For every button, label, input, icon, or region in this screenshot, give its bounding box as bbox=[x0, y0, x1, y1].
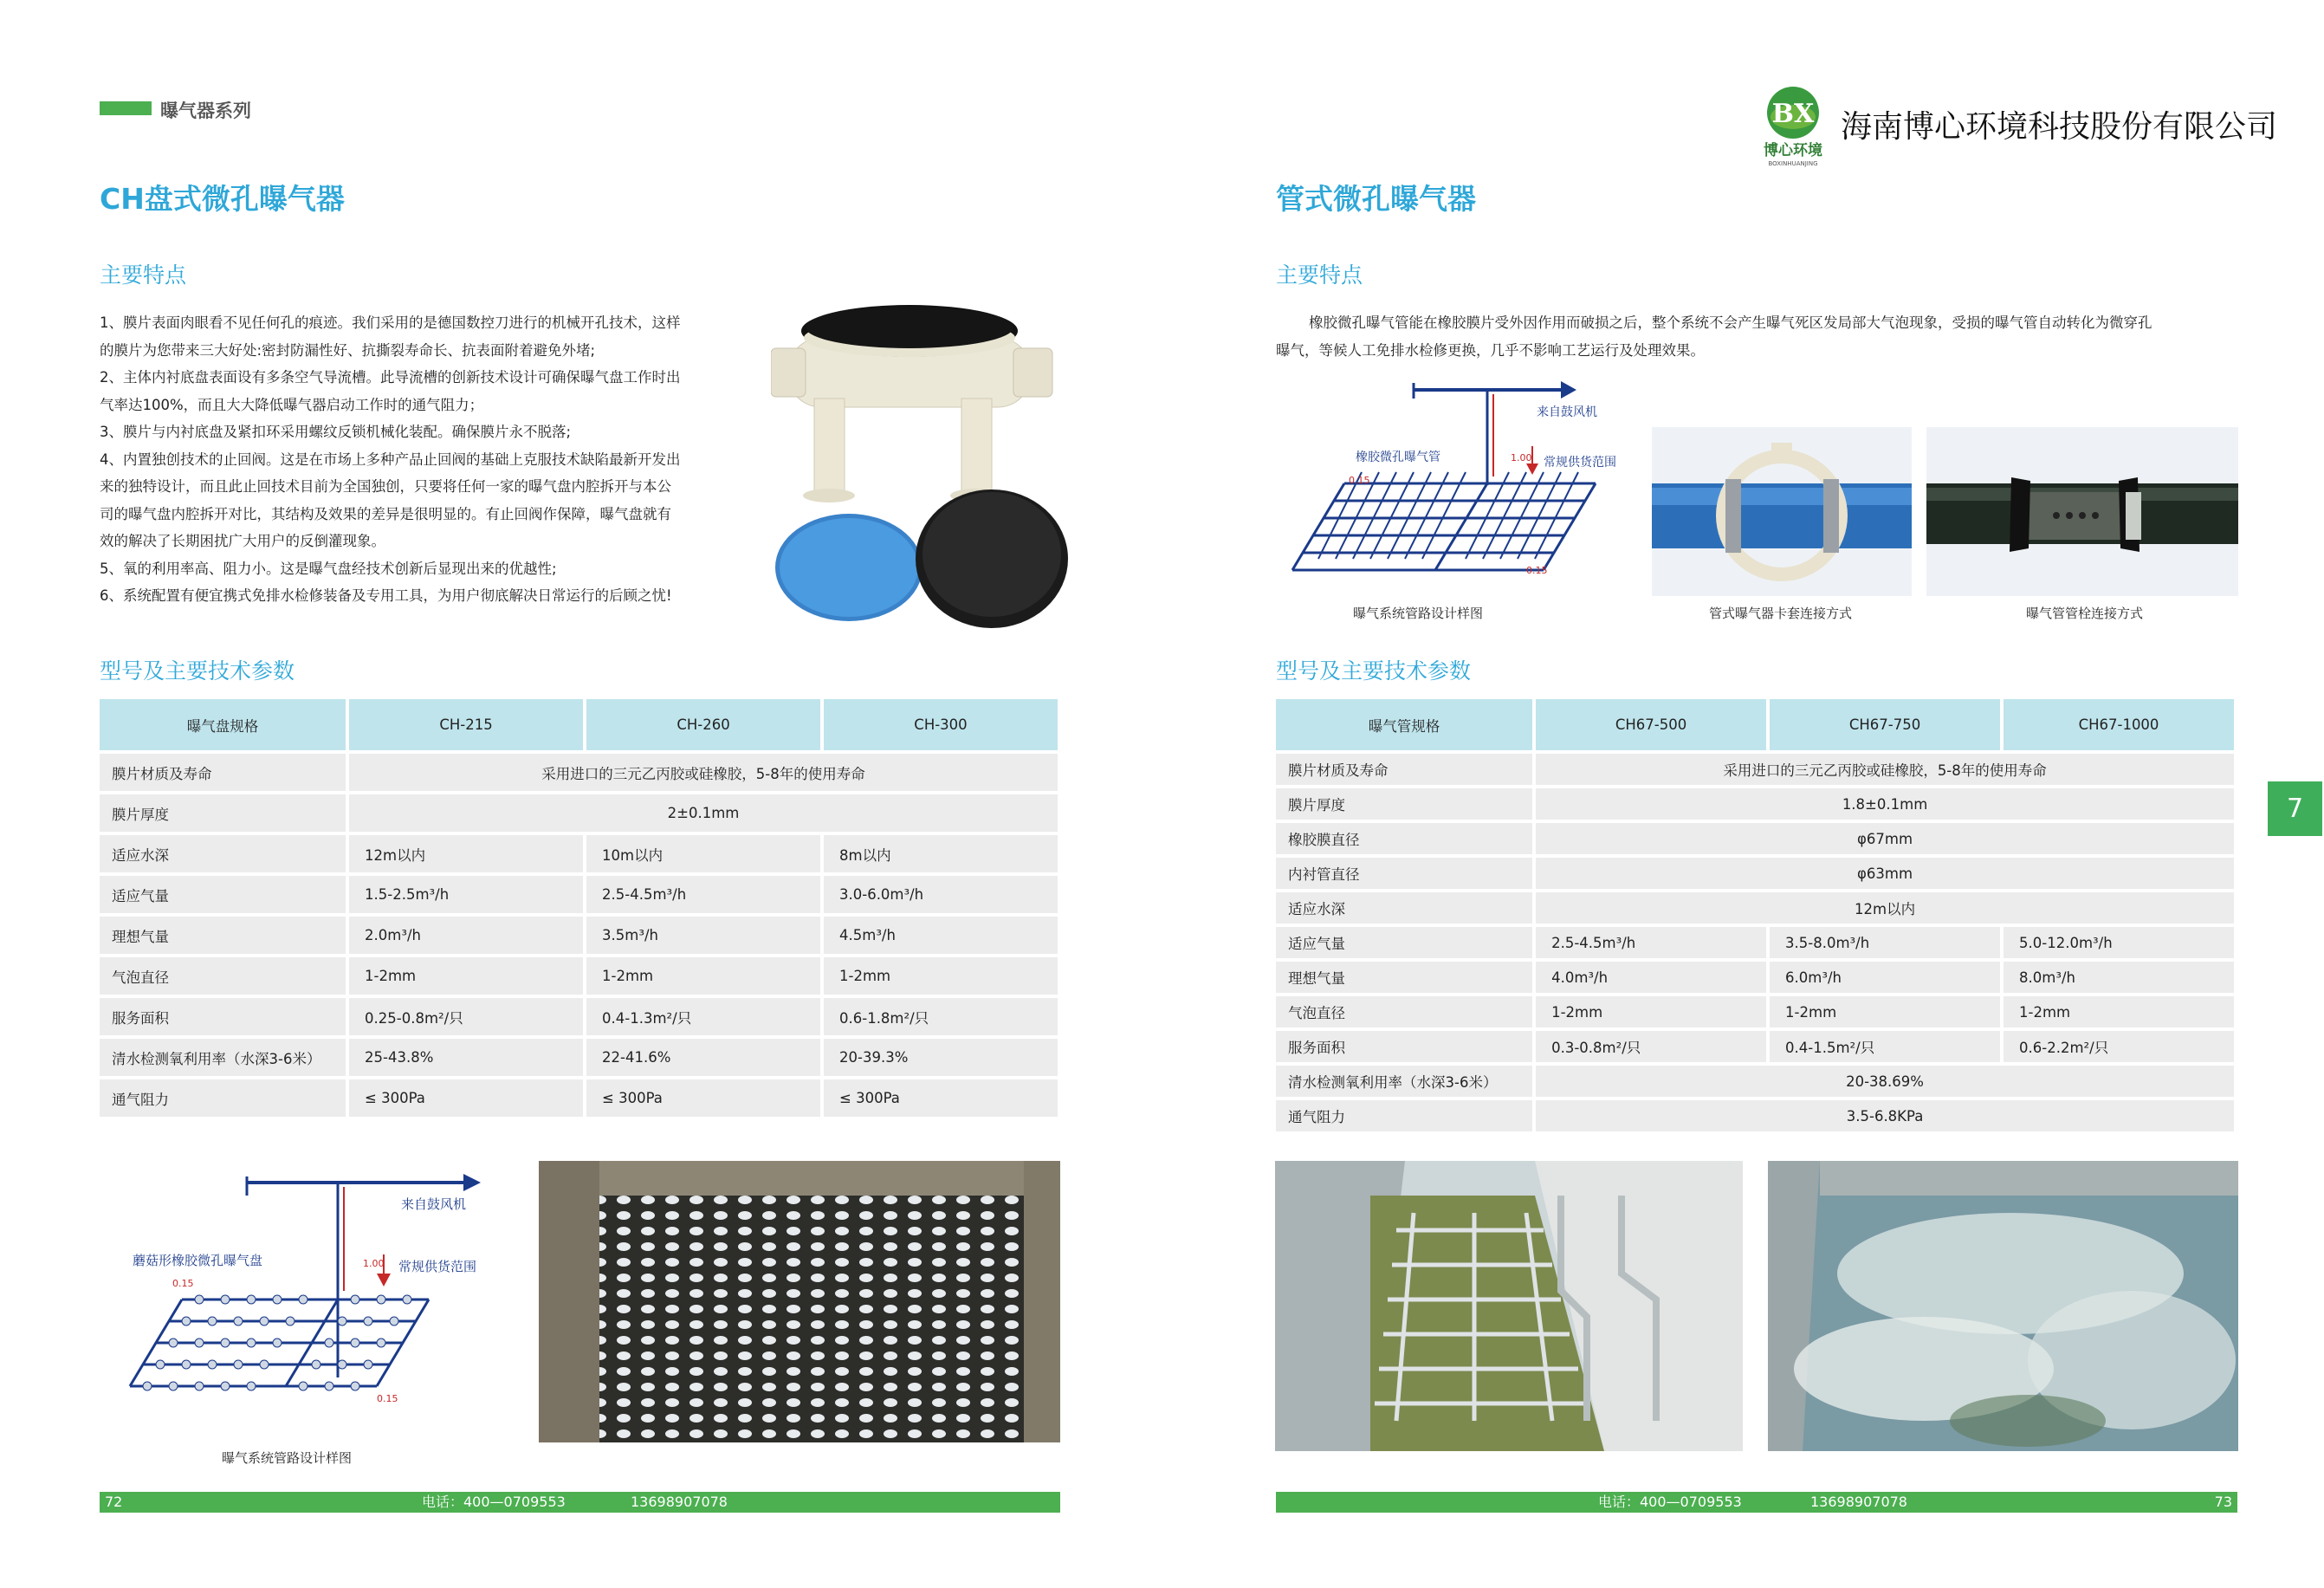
series-marker bbox=[100, 101, 152, 115]
right-title: 管式微孔曝气器 bbox=[1276, 182, 1476, 216]
table-cell: 6.0m³/h bbox=[1770, 962, 2000, 993]
footer-mobile: 13698907078 bbox=[1810, 1494, 1907, 1510]
table-cell: 8m以内 bbox=[824, 835, 1058, 872]
tube-tank-photo bbox=[1275, 1161, 1743, 1451]
row-label: 气泡直径 bbox=[1276, 996, 1532, 1027]
text-line: 效的解决了长期困扰广大用户的反倒灌现象。 bbox=[100, 533, 385, 549]
table-row bbox=[1276, 1066, 2234, 1097]
left-diagram-caption: 曝气系统管路设计样图 bbox=[222, 1450, 353, 1466]
left-spec-table bbox=[96, 696, 1061, 1120]
text-line: 6、系统配置有便宜携式免排水检修装备及专用工具，为用户彻底解决日常运行的后顾之忧! bbox=[100, 587, 672, 604]
table-cell: 20-38.69% bbox=[1536, 1066, 2234, 1097]
table-header-cell: 曝气盘规格 bbox=[100, 699, 346, 750]
left-piping-diagram bbox=[100, 1161, 507, 1447]
diagram-measure: 1.00 bbox=[1511, 452, 1532, 463]
table-row bbox=[1276, 962, 2234, 993]
text-line: 司的曝气盘内腔拆开对比，其结构及效果的差异是很明显的。有止回阀作保障，曝气盘就有 bbox=[100, 505, 671, 522]
table-row bbox=[100, 917, 1058, 954]
right-features-heading: 主要特点 bbox=[1276, 263, 1363, 288]
table-cell: 12m以内 bbox=[349, 835, 583, 872]
row-label: 适应气量 bbox=[1276, 927, 1532, 958]
table-cell: 8.0m³/h bbox=[2004, 962, 2234, 993]
table-cell: φ63mm bbox=[1536, 858, 2234, 889]
table-cell: φ67mm bbox=[1536, 823, 2234, 854]
table-cell: 3.5-8.0m³/h bbox=[1770, 927, 2000, 958]
table-row bbox=[100, 1039, 1058, 1076]
row-label: 理想气量 bbox=[1276, 962, 1532, 993]
table-cell: 3.0-6.0m³/h bbox=[824, 876, 1058, 913]
table-cell: ≤ 300Pa bbox=[586, 1079, 820, 1117]
text-line: 来的独特设计，而且此止回技术目前为全国独创，只要将任何一家的曝气盘内腔拆开与本公 bbox=[100, 478, 671, 495]
company-name: 海南博心环境科技股份有限公司 bbox=[1841, 109, 2278, 145]
table-row bbox=[1276, 927, 2234, 958]
left-features-heading: 主要特点 bbox=[100, 263, 187, 288]
row-label: 清水检测氧利用率（水深3-6米） bbox=[1276, 1066, 1532, 1097]
table-cell: 0.4-1.3m²/只 bbox=[586, 998, 820, 1035]
text-line: 气率达100%，而且大大降低曝气器启动工作时的通气阻力； bbox=[100, 396, 484, 413]
diagram-supply-label: 常规供货范围 bbox=[398, 1259, 477, 1274]
diagram-measure: 0.15 bbox=[1349, 475, 1370, 486]
table-cell: 2.5-4.5m³/h bbox=[1536, 927, 1766, 958]
bolt-connection-photo bbox=[1926, 427, 2238, 596]
row-label: 适应气量 bbox=[100, 876, 346, 913]
row-label: 通气阻力 bbox=[1276, 1100, 1532, 1131]
logo-chinese: 博心环境 bbox=[1764, 142, 1822, 159]
table-cell: 22-41.6% bbox=[586, 1039, 820, 1076]
page-number: 72 bbox=[105, 1494, 123, 1510]
table-cell: 1.8±0.1mm bbox=[1536, 788, 2234, 820]
text-line: 橡胶微孔曝气管能在橡胶膜片受外因作用而破损之后，整个系统不会产生曝气死区发局部大气泡现象，受损的曝气管自动转化为微穿孔 bbox=[1309, 314, 2152, 331]
table-cell: 1-2mm bbox=[1770, 996, 2000, 1027]
table-header-cell: CH67-750 bbox=[1770, 699, 2000, 750]
text-line: 1、膜片表面肉眼看不见任何孔的痕迹。我们采用的是德国数控刀进行的机械开孔技术，这样 bbox=[100, 314, 681, 331]
clamp-connection-photo bbox=[1652, 427, 1912, 596]
diagram-tube-label: 橡胶微孔曝气管 bbox=[1356, 450, 1440, 464]
text-line: 5、氧的利用率高、阻力小。这是曝气盘经技术创新后显现出来的优越性; bbox=[100, 560, 557, 577]
table-header-cell: CH67-500 bbox=[1536, 699, 1766, 750]
table-row bbox=[100, 835, 1058, 872]
table-header-row bbox=[100, 699, 1058, 750]
text-line: 的膜片为您带来三大好处:密封防漏性好、抗撕裂寿命长、抗表面附着避免外堵; bbox=[100, 341, 596, 359]
footer-phone: 电话：400—0709553 bbox=[422, 1494, 566, 1510]
right-intro bbox=[1276, 309, 2237, 364]
table-row bbox=[100, 998, 1058, 1035]
row-label: 橡胶膜直径 bbox=[1276, 823, 1532, 854]
left-footer bbox=[100, 1492, 1060, 1513]
table-header-cell: CH67-1000 bbox=[2004, 699, 2234, 750]
table-row bbox=[100, 754, 1058, 791]
left-params-heading: 型号及主要技术参数 bbox=[100, 658, 295, 684]
table-cell: 2±0.1mm bbox=[349, 794, 1058, 832]
table-row bbox=[1276, 996, 2234, 1027]
table-row bbox=[100, 794, 1058, 832]
row-label: 通气阻力 bbox=[100, 1079, 346, 1117]
table-row bbox=[1276, 892, 2234, 924]
chapter-tab[interactable]: 7 bbox=[2268, 781, 2322, 836]
table-cell: ≤ 300Pa bbox=[824, 1079, 1058, 1117]
row-label: 膜片厚度 bbox=[1276, 788, 1532, 820]
diagram-blower-label: 来自鼓风机 bbox=[401, 1196, 467, 1212]
table-cell: 10m以内 bbox=[586, 835, 820, 872]
table-cell: 2.0m³/h bbox=[349, 917, 583, 954]
logo-letters: BX bbox=[1771, 99, 1815, 129]
series-label: 曝气器系列 bbox=[160, 100, 251, 121]
table-cell: 采用进口的三元乙丙胶或硅橡胶，5-8年的使用寿命 bbox=[1536, 754, 2234, 785]
table-cell: 4.5m³/h bbox=[824, 917, 1058, 954]
table-header-cell: 曝气管规格 bbox=[1276, 699, 1532, 750]
table-cell: 0.4-1.5m²/只 bbox=[1770, 1031, 2000, 1062]
table-header-row bbox=[1276, 699, 2234, 750]
table-row bbox=[100, 876, 1058, 913]
table-row bbox=[100, 957, 1058, 995]
table-cell: 1-2mm bbox=[2004, 996, 2234, 1027]
table-row bbox=[1276, 1100, 2234, 1131]
diagram-disc-label: 蘑菇形橡胶微孔曝气盘 bbox=[133, 1253, 263, 1268]
table-cell: 1-2mm bbox=[349, 957, 583, 995]
row-label: 适应水深 bbox=[100, 835, 346, 872]
text-line: 4、内置独创技术的止回阀。这是在市场上多种产品止回阀的基础上克服技术缺陷最新开发出 bbox=[100, 450, 681, 468]
table-row bbox=[1276, 1031, 2234, 1062]
tank-disc-photo bbox=[539, 1161, 1060, 1442]
right-piping-diagram bbox=[1266, 381, 1630, 602]
left-features-list bbox=[100, 309, 758, 610]
row-label: 理想气量 bbox=[100, 917, 346, 954]
right-spec-table bbox=[1272, 696, 2237, 1135]
table-header-cell: CH-300 bbox=[824, 699, 1058, 750]
table-cell: 3.5m³/h bbox=[586, 917, 820, 954]
table-row bbox=[1276, 858, 2234, 889]
company-logo bbox=[1745, 82, 1841, 169]
aeration-tank-photo bbox=[1768, 1161, 2238, 1451]
row-label: 服务面积 bbox=[100, 998, 346, 1035]
logo-english: BOXINHUANJING bbox=[1768, 160, 1818, 167]
table-cell: 1-2mm bbox=[1536, 996, 1766, 1027]
photo-caption: 曝气管管栓连接方式 bbox=[2026, 606, 2144, 621]
table-cell: 0.6-2.2m²/只 bbox=[2004, 1031, 2234, 1062]
diagram-measure: 1.00 bbox=[363, 1258, 385, 1269]
table-cell: 1-2mm bbox=[824, 957, 1058, 995]
disc-diffuser-photo bbox=[771, 295, 1070, 637]
page-number: 73 bbox=[2214, 1494, 2232, 1510]
table-cell: 1.5-2.5m³/h bbox=[349, 876, 583, 913]
table-cell: 2.5-4.5m³/h bbox=[586, 876, 820, 913]
photo-caption: 曝气系统管路设计样图 bbox=[1353, 606, 1484, 621]
table-row bbox=[100, 1079, 1058, 1117]
table-cell: 0.25-0.8m²/只 bbox=[349, 998, 583, 1035]
table-cell: 采用进口的三元乙丙胶或硅橡胶，5-8年的使用寿命 bbox=[349, 754, 1058, 791]
table-cell: 25-43.8% bbox=[349, 1039, 583, 1076]
diagram-supply-label: 常规供货范围 bbox=[1544, 456, 1616, 470]
table-cell: 5.0-12.0m³/h bbox=[2004, 927, 2234, 958]
row-label: 内衬管直径 bbox=[1276, 858, 1532, 889]
table-row bbox=[1276, 823, 2234, 854]
text-line: 3、膜片与内衬底盘及紧扣环采用螺纹反锁机械化装配。确保膜片永不脱落; bbox=[100, 424, 572, 440]
table-cell: 20-39.3% bbox=[824, 1039, 1058, 1076]
row-label: 膜片厚度 bbox=[100, 794, 346, 832]
diagram-blower-label: 来自鼓风机 bbox=[1537, 405, 1597, 419]
diagram-measure: 0.15 bbox=[1526, 565, 1548, 576]
text-line: 2、主体内衬底盘表面设有多条空气导流槽。此导流槽的创新技术设计可确保曝气盘工作时出 bbox=[100, 369, 681, 386]
right-params-heading: 型号及主要技术参数 bbox=[1276, 658, 1472, 684]
table-cell: 4.0m³/h bbox=[1536, 962, 1766, 993]
table-header-cell: CH-260 bbox=[586, 699, 820, 750]
table-row bbox=[1276, 788, 2234, 820]
row-label: 清水检测氧利用率（水深3-6米） bbox=[100, 1039, 346, 1076]
row-label: 膜片材质及寿命 bbox=[1276, 754, 1532, 785]
row-label: 适应水深 bbox=[1276, 892, 1532, 924]
table-cell: 3.5-6.8KPa bbox=[1536, 1100, 2234, 1131]
right-footer bbox=[1276, 1492, 2237, 1513]
table-cell: 12m以内 bbox=[1536, 892, 2234, 924]
footer-phone: 电话：400—0709553 bbox=[1598, 1494, 1742, 1510]
table-cell: 0.3-0.8m²/只 bbox=[1536, 1031, 1766, 1062]
table-header-cell: CH-215 bbox=[349, 699, 583, 750]
left-title: CH盘式微孔曝气器 bbox=[100, 182, 345, 216]
row-label: 气泡直径 bbox=[100, 957, 346, 995]
table-cell: 0.6-1.8m²/只 bbox=[824, 998, 1058, 1035]
diagram-measure: 0.15 bbox=[377, 1393, 398, 1404]
text-line: 曝气，等候人工免排水检修更换，几乎不影响工艺运行及处理效果。 bbox=[1276, 341, 1705, 359]
diagram-measure: 0.15 bbox=[172, 1278, 194, 1289]
table-cell: 1-2mm bbox=[586, 957, 820, 995]
photo-caption: 管式曝气器卡套连接方式 bbox=[1709, 606, 1853, 621]
row-label: 服务面积 bbox=[1276, 1031, 1532, 1062]
row-label: 膜片材质及寿命 bbox=[100, 754, 346, 791]
footer-mobile: 13698907078 bbox=[631, 1494, 728, 1510]
table-cell: ≤ 300Pa bbox=[349, 1079, 583, 1117]
table-row bbox=[1276, 754, 2234, 785]
